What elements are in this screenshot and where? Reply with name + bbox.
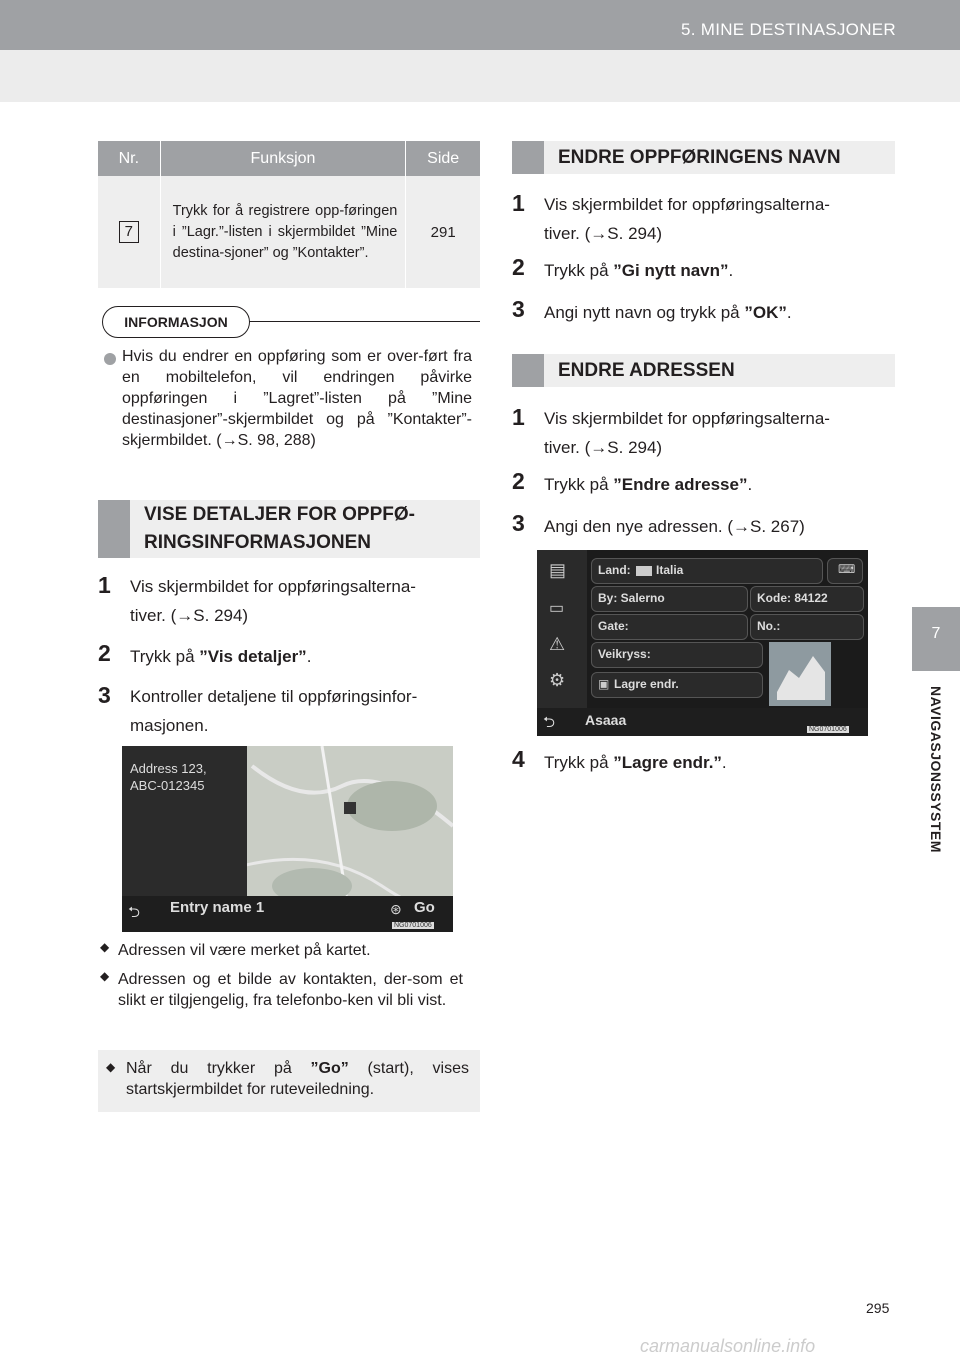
section-title: ENDRE ADRESSEN [558,360,735,381]
step-text-bold: ”Vis detaljer” [199,647,307,666]
info-label: INFORMASJON [102,306,250,338]
step-text-prefix: Trykk på [130,647,200,666]
section-title-line2: RINGSINFORMASJONEN [144,532,371,553]
list-icon[interactable]: ▭ [549,600,565,617]
chapter-title: 5. MINE DESTINASJONER [680,20,896,39]
section-title: ENDRE OPPFØRINGENS NAVN [558,147,841,168]
page-number: 295 [866,1300,890,1316]
step-text [130,572,482,630]
step-text [544,748,896,777]
go-icon: ⊛ [390,901,402,917]
bottom-bar [537,708,868,736]
note-prefix: Når du trykker på [126,1060,311,1077]
veikryss-label: Veikryss: [598,647,651,661]
note-box [98,1050,480,1112]
step-text-bold: ”Gi nytt navn” [613,261,729,280]
note-bold: ”Go” [310,1060,349,1077]
info-bullet [104,352,116,370]
section-header-vise-detaljer [98,500,480,558]
land-value: Italia [656,563,684,577]
section-header-bar [98,500,130,558]
step-text [130,682,482,740]
step-number: 1 [512,404,525,430]
step-number: 4 [512,746,525,772]
bullet-dot-icon [104,353,116,365]
bullet-diamond-icon: ◆ [100,969,110,983]
step-text-line: tiver. (→S. 294) [544,438,663,457]
step-number: 3 [512,510,525,536]
flag-icon [636,566,652,576]
step-text-line: masjonen. [130,716,209,735]
bullet-diamond-icon: ◆ [100,940,110,954]
lagre-button[interactable] [591,672,763,698]
section-header-endre-navn [512,141,895,174]
list-item: Adressen og et bilde av kontakten, der-som et slikt er tilgjengelig, fra telefonbo-ken vil bli vist. [118,971,463,1009]
column-header-funksjon: Funksjon [160,141,406,176]
warning-icon[interactable]: ⚠ [549,634,566,654]
step-text [544,190,896,248]
land-label: Land: [598,563,631,577]
step-text-suffix: . [728,261,734,280]
no-field[interactable] [750,614,864,640]
table-cell-nr [98,176,160,288]
step-text-suffix: . [721,753,727,772]
note-suffix: (start), vises startskjermbildet for ruteveiledning. [126,1060,469,1098]
step-text-prefix: Trykk på [544,261,614,280]
step-text-bold: ”Endre adresse” [613,475,748,494]
table-header-row [98,141,480,176]
step-text-bold: ”Lagre endr.” [613,753,722,772]
step-text-line: tiver. (→S. 294) [544,224,663,243]
map-detail-screenshot [122,746,453,932]
step-text [544,404,896,462]
keyboard-button[interactable] [827,558,863,584]
veikryss-field[interactable] [591,642,763,668]
step-text-line: tiver. (→S. 294) [130,606,249,625]
step-number: 3 [98,682,111,708]
address-line: ABC-012345 [130,778,205,793]
step-number: 1 [98,572,111,598]
step-text-line: Vis skjermbildet for oppføringsalterna- [130,577,416,596]
gate-field[interactable] [591,614,748,640]
entry-name: Entry name 1 [170,899,265,916]
section-header-bar [512,141,544,174]
address-line: Address 123, [130,761,207,776]
step-text: Angi den nye adressen. (→S. 267) [544,517,805,536]
step-text [544,298,896,327]
chapter-tab-number: 7 [931,625,941,642]
step-text [544,470,896,499]
step-text-prefix: Trykk på [544,753,614,772]
address-edit-screenshot [537,550,868,736]
step-text [544,256,896,285]
menu-icon[interactable]: ▤ [549,560,567,580]
column-header-nr: Nr. [98,141,160,176]
step-text-line: Kontroller detaljene til oppføringsinfor- [130,687,418,706]
gate-label: Gate: [598,619,629,633]
step-text-prefix: Trykk på [544,475,614,494]
entry-name: Asaaa [585,712,627,728]
back-arrow-icon[interactable]: ⮌ [128,904,141,921]
step-number: 1 [512,190,525,216]
map-thumbnail-shape [769,642,831,706]
image-code: NG0701006 [809,726,847,733]
map-thumbnail [769,642,831,706]
step-text-prefix: Angi nytt navn og trykk på [544,303,745,322]
step-number: 3 [512,296,525,322]
bullet-diamond-icon: ◆ [106,1060,116,1074]
info-text: Hvis du endrer en oppføring som er over-ført fra en mobiltelefon, vil endringen påvirke oppføringen i ”Lagret”-listen på ”Mine destinasjoner”-skjermbildet og på ”Kontakter”-skjermbildet. (→S. 98, 288) [122,348,472,449]
step-text-line: Vis skjermbildet for oppføringsalterna- [544,409,830,428]
step-text [130,642,482,671]
header-subband [0,50,960,102]
side-menu [537,550,587,708]
kode-field[interactable] [750,586,864,612]
lagre-label: Lagre endr. [614,677,679,691]
step-number: 2 [98,640,111,666]
step-text-suffix: . [306,647,312,666]
go-button[interactable]: Go [414,899,435,916]
image-code: NG0701006 [394,922,432,929]
settings-icon[interactable]: ⚙ [549,670,566,690]
by-label: By: Salerno [598,591,665,605]
step-text-suffix: . [747,475,753,494]
keyboard-icon: ⌨ [838,562,856,576]
step-number: 2 [512,254,525,280]
section-title-line1: VISE DETALJER FOR OPPFØ- [144,504,415,525]
no-label: No.: [757,619,781,633]
section-header-endre-adressen [512,354,895,387]
step-text-line: Vis skjermbildet for oppføringsalterna- [544,195,830,214]
save-icon: ▣ [598,677,610,691]
step-text-suffix: . [786,303,792,322]
function-description: Trykk for å registrere opp-føringen i ”Lagr.”-listen i skjermbildet ”Mine destina-sjoner” og ”Kontakter”. [172,202,398,261]
function-table [98,141,480,288]
kode-label: Kode: 84122 [757,591,828,605]
table-cell-side: 291 [406,176,480,288]
by-field[interactable] [591,586,748,612]
address-block [130,760,207,794]
number-box: 7 [119,221,139,243]
note-text [126,1058,469,1100]
step-text-bold: ”OK” [744,303,787,322]
chapter-tab-label: NAVIGASJONSSYSTEM [928,686,944,853]
list-item: Adressen vil være merket på kartet. [118,942,371,959]
land-field[interactable] [591,558,823,584]
section-header-bar [512,354,544,387]
back-arrow-icon[interactable]: ⮌ [543,714,556,731]
column-header-side: Side [406,141,480,176]
step-number: 2 [512,468,525,494]
table-row [98,176,480,288]
watermark: carmanualsonline.info [640,1336,816,1356]
table-cell-funksjon [160,176,406,288]
